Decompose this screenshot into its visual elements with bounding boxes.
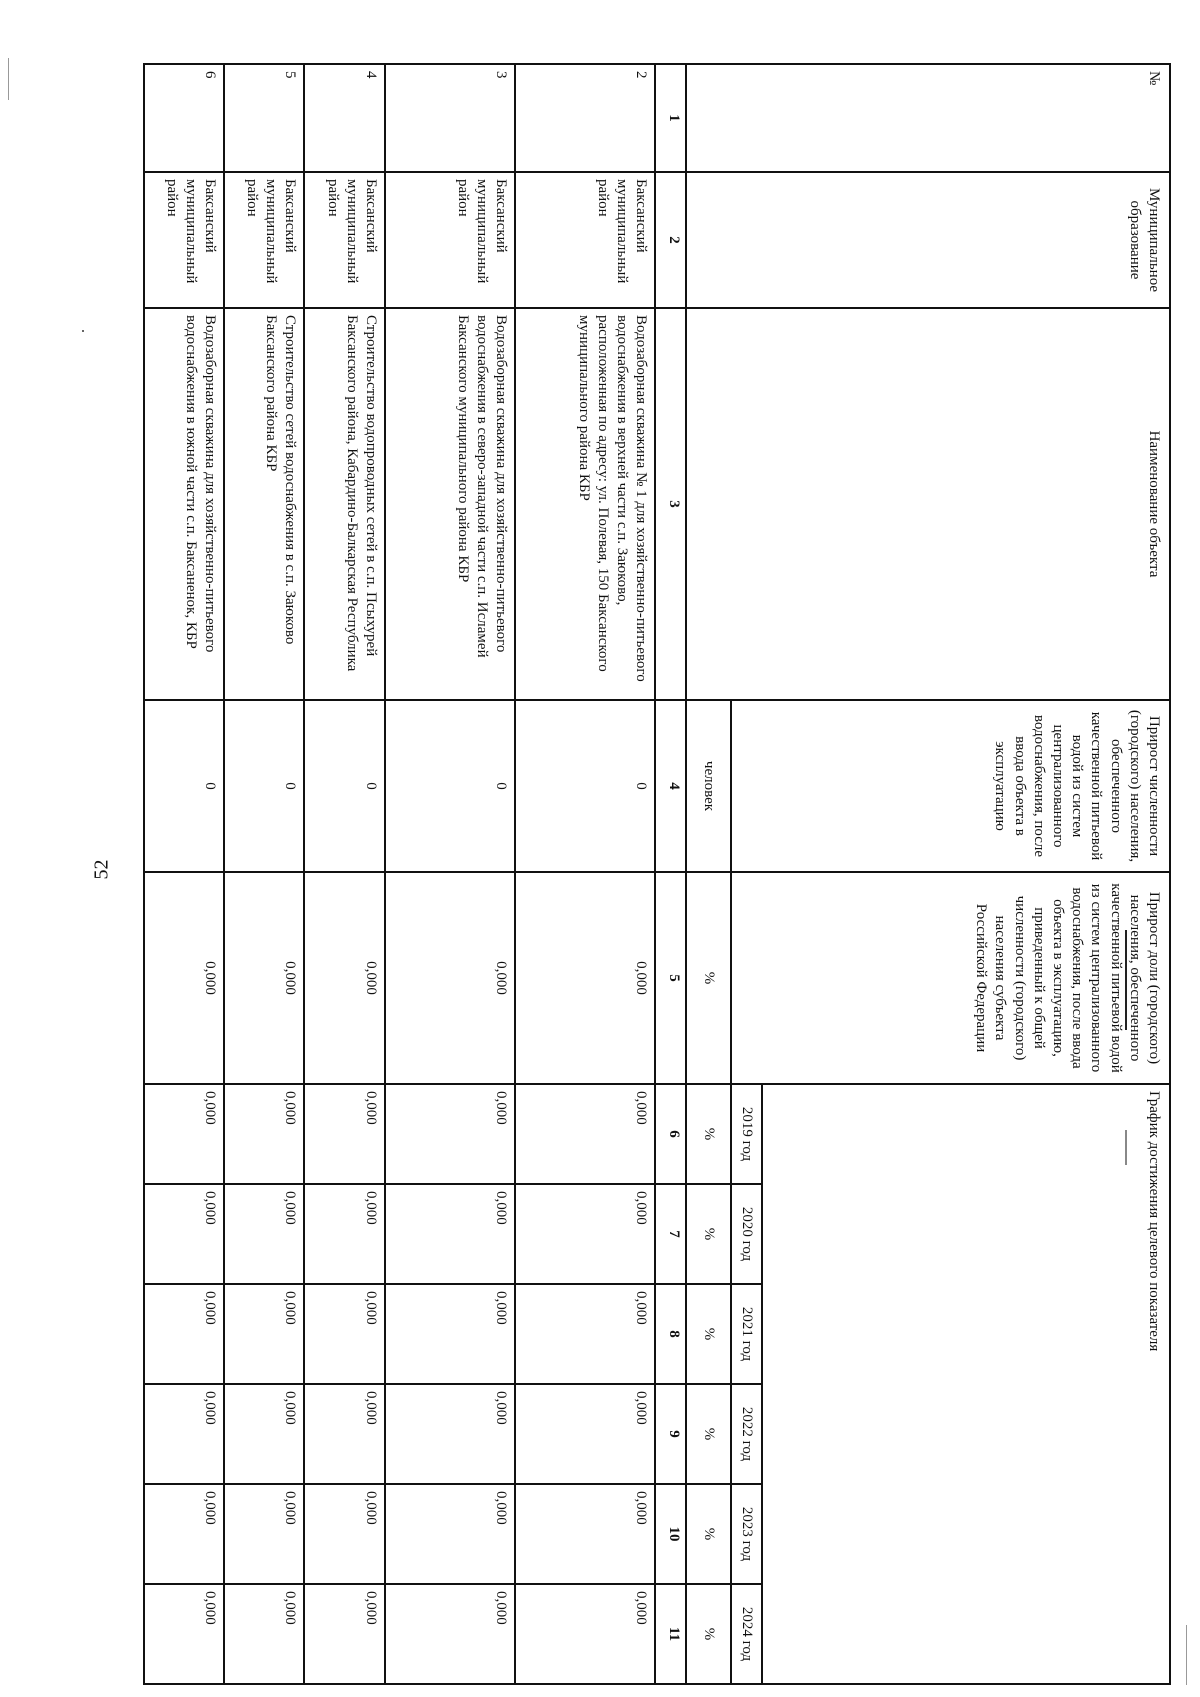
cell-share: 0,000: [385, 872, 515, 1084]
unit-percent: %: [686, 1484, 731, 1584]
cell-2024: 0,000: [304, 1584, 385, 1684]
cell-object-name: Строительство водопроводных сетей в с.п. Псыхурей Баксанского района, Кабардино-Балкарская Республика: [304, 308, 385, 700]
cell-2022: 0,000: [224, 1384, 304, 1484]
cell-share: 0,000: [304, 872, 385, 1084]
cell-municipality: Баксанский муниципальный район: [304, 172, 385, 308]
cell-2024: 0,000: [224, 1584, 304, 1684]
table-row: [304, 64, 385, 1684]
unit-percent: %: [686, 1384, 731, 1484]
header-year: 2023 год: [731, 1484, 762, 1584]
column-number: 10: [655, 1484, 686, 1584]
unit-percent: %: [686, 1084, 731, 1184]
cell-2021: 0,000: [385, 1284, 515, 1384]
cell-2020: 0,000: [385, 1184, 515, 1284]
cell-no: 4: [304, 64, 385, 172]
cell-2023: 0,000: [385, 1484, 515, 1584]
cell-share: 0,000: [224, 872, 304, 1084]
column-number: 3: [655, 308, 686, 700]
header-no: №: [686, 64, 1170, 172]
table-row: [515, 64, 655, 1684]
scan-artifact: [8, 58, 9, 100]
cell-object-name: Водозаборная скважина для хозяйственно-питьевого водоснабжения в южной части с.п. Баксаненок, КБР: [144, 308, 224, 700]
cell-no: 2: [515, 64, 655, 172]
scan-artifact: [82, 330, 84, 332]
cell-object-name: Водозаборная скважина для хозяйственно-питьевого водоснабжения в северо-западной части с.п. Исламей Баксанского муниципального района КБР: [385, 308, 515, 700]
cell-municipality: Баксанский муниципальный район: [224, 172, 304, 308]
header-year: 2022 год: [731, 1384, 762, 1484]
cell-2020: 0,000: [224, 1184, 304, 1284]
cell-2023: 0,000: [224, 1484, 304, 1584]
cell-2019: 0,000: [144, 1084, 224, 1184]
cell-2019: 0,000: [385, 1084, 515, 1184]
column-number: 5: [655, 872, 686, 1084]
data-table-container: [143, 63, 1171, 1683]
unit-percent: %: [686, 1284, 731, 1384]
cell-people: 0: [515, 700, 655, 872]
table-row: [385, 64, 515, 1684]
cell-2022: 0,000: [515, 1384, 655, 1484]
cell-object-name: Водозаборная скважина № 1 для хозяйственно-питьевого водоснабжения в верхней части с.п. Заюково, расположенная по адресу: ул. Полевая, 150 Баксанского муниципального района КБР: [515, 308, 655, 700]
cell-2020: 0,000: [515, 1184, 655, 1284]
column-number: 1: [655, 64, 686, 172]
cell-2021: 0,000: [224, 1284, 304, 1384]
cell-people: 0: [385, 700, 515, 872]
cell-share: 0,000: [515, 872, 655, 1084]
header-year: 2019 год: [731, 1084, 762, 1184]
cell-object-name: Строительство сетей водоснабжения в с.п. Заюково Баксанского района КБР: [224, 308, 304, 700]
unit-percent: %: [686, 872, 731, 1084]
cell-2020: 0,000: [144, 1184, 224, 1284]
unit-people: человек: [686, 700, 731, 872]
column-number: 6: [655, 1084, 686, 1184]
cell-2023: 0,000: [304, 1484, 385, 1584]
cell-2019: 0,000: [304, 1084, 385, 1184]
cell-no: 5: [224, 64, 304, 172]
scan-artifact: [1186, 1625, 1187, 1685]
header-share-increase: Прирост доли (городского) населения, обеспеченного качественной питьевой водой из систем централизованного водоснабжения, после ввода объекта в эксплуатацию, приведенный к общей численности (городского) населения субъекта Российской Федерации: [731, 872, 1170, 1084]
cell-2022: 0,000: [385, 1384, 515, 1484]
cell-2020: 0,000: [304, 1184, 385, 1284]
unit-percent: %: [686, 1184, 731, 1284]
column-number: 8: [655, 1284, 686, 1384]
page-number: 52: [90, 859, 113, 880]
header-year: 2020 год: [731, 1184, 762, 1284]
cell-2024: 0,000: [144, 1584, 224, 1684]
cell-2021: 0,000: [144, 1284, 224, 1384]
header-schedule: График достижения целевого показателя: [762, 1084, 1170, 1684]
header-year: 2021 год: [731, 1284, 762, 1384]
header-object-name: Наименование объекта: [686, 308, 1170, 700]
cell-people: 0: [304, 700, 385, 872]
cell-2023: 0,000: [144, 1484, 224, 1584]
target-indicator-table: [143, 63, 1171, 1685]
header-year: 2024 год: [731, 1584, 762, 1684]
cell-2021: 0,000: [515, 1284, 655, 1384]
column-number: 9: [655, 1384, 686, 1484]
cell-2023: 0,000: [515, 1484, 655, 1584]
cell-people: 0: [224, 700, 304, 872]
cell-2021: 0,000: [304, 1284, 385, 1384]
header-population-increase: Прирост численности (городского) населения, обеспеченного качественной питьевой водой из систем централизованного водоснабжения, после ввода объекта в эксплуатацию: [731, 700, 1170, 872]
cell-share: 0,000: [144, 872, 224, 1084]
cell-2019: 0,000: [515, 1084, 655, 1184]
cell-municipality: Баксанский муниципальный район: [144, 172, 224, 308]
table-row: [224, 64, 304, 1684]
cell-2024: 0,000: [385, 1584, 515, 1684]
cell-municipality: Баксанский муниципальный район: [385, 172, 515, 308]
cell-municipality: Баксанский муниципальный район: [515, 172, 655, 308]
cell-2024: 0,000: [515, 1584, 655, 1684]
cell-2019: 0,000: [224, 1084, 304, 1184]
column-number: 4: [655, 700, 686, 872]
cell-no: 3: [385, 64, 515, 172]
column-number: 7: [655, 1184, 686, 1284]
column-number: 2: [655, 172, 686, 308]
cell-people: 0: [144, 700, 224, 872]
table-body: [144, 64, 655, 1684]
cell-2022: 0,000: [144, 1384, 224, 1484]
column-number: 11: [655, 1584, 686, 1684]
header-municipality: Муниципальное образование: [686, 172, 1170, 308]
table-row: [144, 64, 224, 1684]
cell-2022: 0,000: [304, 1384, 385, 1484]
cell-no: 6: [144, 64, 224, 172]
column-numbers-row: [655, 64, 686, 1684]
unit-percent: %: [686, 1584, 731, 1684]
